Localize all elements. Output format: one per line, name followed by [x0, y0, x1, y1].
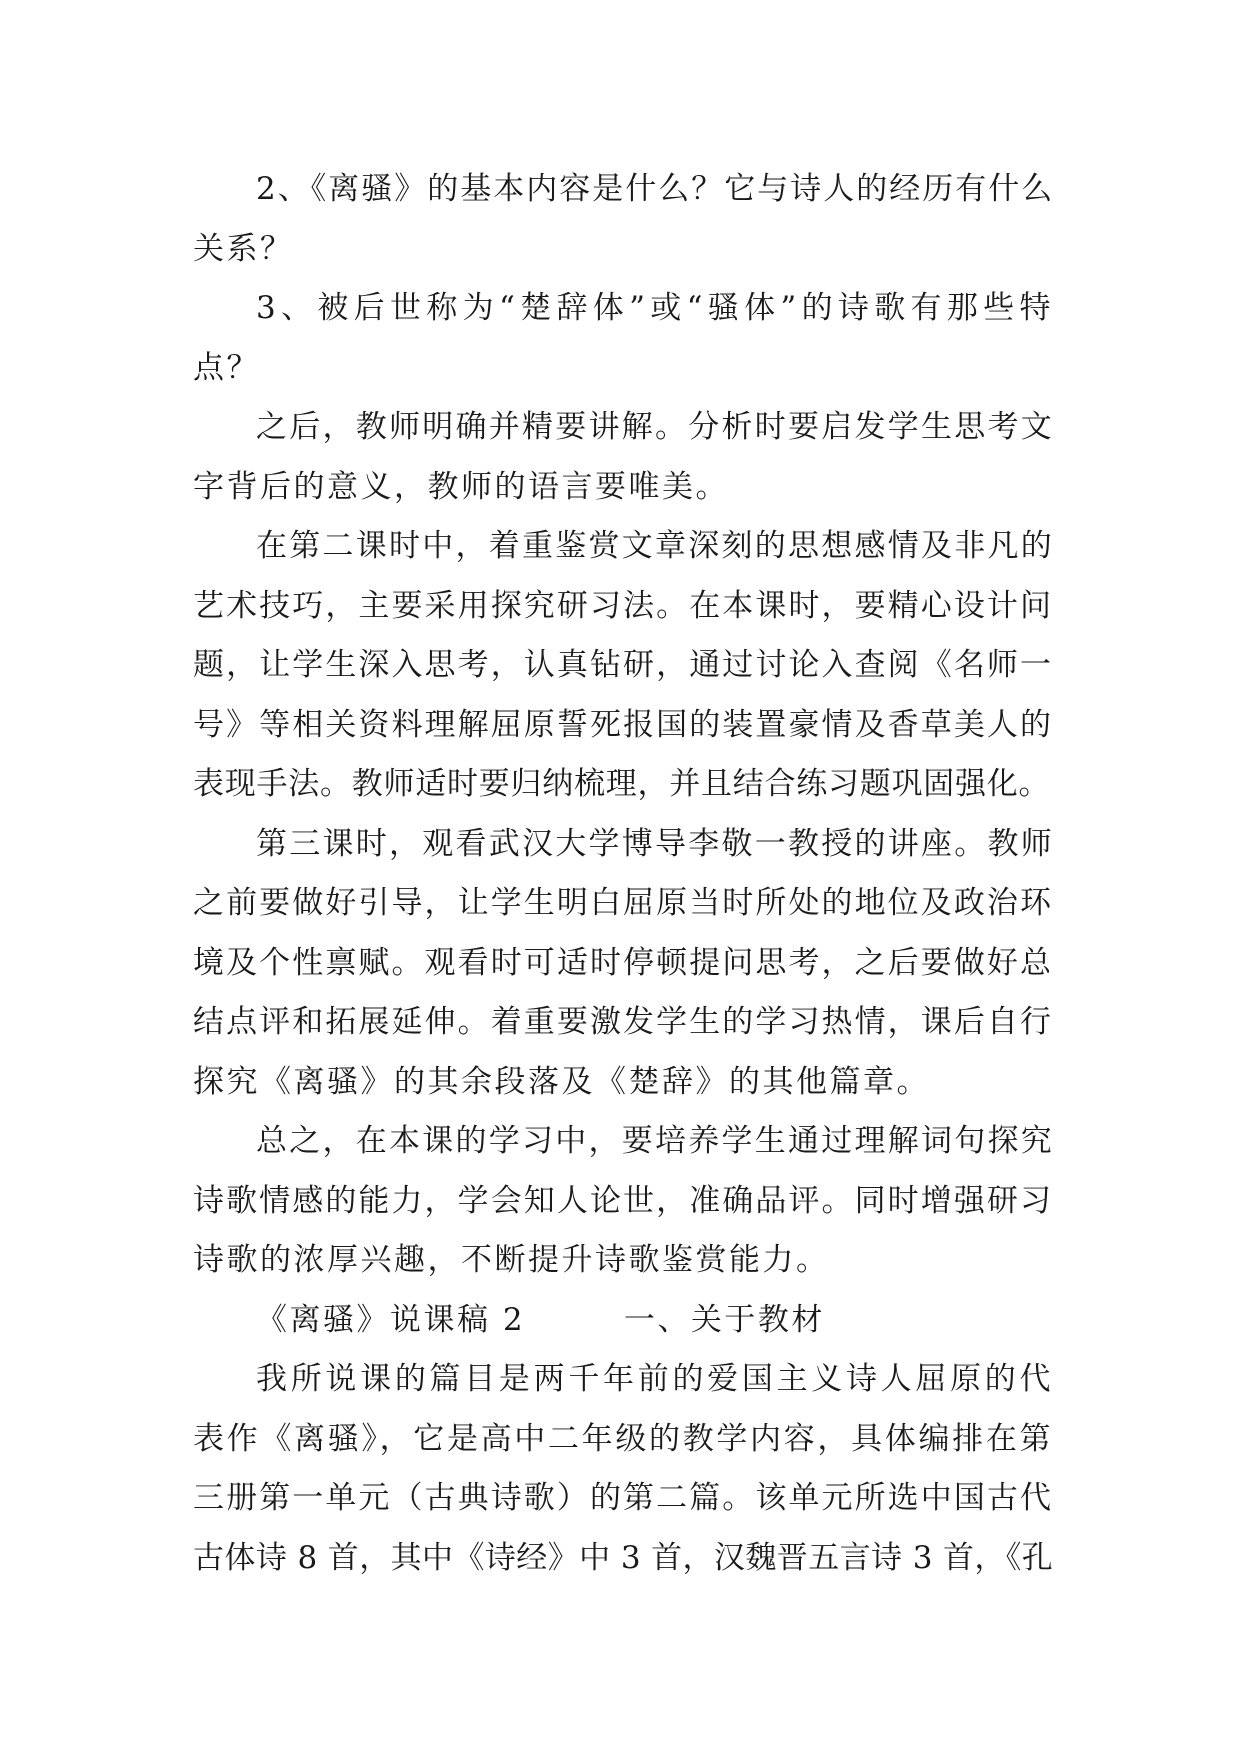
paragraph-line: 在第二课时中，着重鉴赏文章深刻的思想感情及非凡的 [256, 528, 1054, 564]
paragraph-line: 古体诗 8 首，其中《诗经》中 3 首，汉魏晋五言诗 3 首，《孔 [193, 1539, 1053, 1576]
paragraph-line: 之后，教师明确并精要讲解。分析时要启发学生思考文 [256, 409, 1054, 445]
paragraph-line: 艺术技巧，主要采用探究研习法。在本课时，要精心设计问 [193, 587, 1053, 624]
paragraph-line: 字背后的意义，教师的语言要唯美。 [193, 468, 729, 505]
paragraph-line: 2、《离骚》的基本内容是什么？它与诗人的经历有什么 [256, 171, 1055, 207]
paragraph-line: 表现手法。教师适时要归纳梳理，并且结合练习题巩固强化。 [193, 766, 1051, 802]
paragraph-line: 境及个性禀赋。观看时可适时停顿提问思考，之后要做好总 [193, 944, 1053, 981]
paragraph-line: 3、被后世称为“楚辞体”或“骚体”的诗歌有那些特 [256, 290, 1053, 326]
paragraph-line: 表作《离骚》，它是高中二年级的教学内容，具体编排在第 [193, 1420, 1053, 1457]
section-heading: 《离骚》说课稿 2 一、关于教材 [256, 1301, 825, 1338]
paragraph-line: 总之，在本课的学习中，要培养学生通过理解词句探究 [256, 1123, 1054, 1159]
paragraph-line: 诗歌情感的能力，学会知人论世，准确品评。同时增强研习 [193, 1182, 1053, 1219]
paragraph-line: 探究《离骚》的其余段落及《楚辞》的其他篇章。 [193, 1063, 930, 1100]
paragraph-line: 结点评和拓展延伸。着重要激发学生的学习热情，课后自行 [193, 1004, 1053, 1040]
paragraph-line: 点？ [193, 349, 260, 386]
paragraph-line: 号》等相关资料理解屈原誓死报国的装置豪情及香草美人的 [193, 706, 1053, 743]
paragraph-line: 诗歌的浓厚兴趣，不断提升诗歌鉴赏能力。 [193, 1242, 830, 1278]
document-body [193, 160, 1053, 1588]
paragraph-line: 我所说课的篇目是两千年前的爱国主义诗人屈原的代 [256, 1361, 1053, 1397]
paragraph-line: 关系？ [193, 230, 294, 267]
paragraph-line: 题，让学生深入思考，认真钻研，通过讨论入查阅《名师一 [193, 647, 1053, 683]
paragraph-line: 三册第一单元（古典诗歌）的第二篇。该单元所选中国古代 [193, 1480, 1053, 1516]
paragraph-line: 第三课时，观看武汉大学博导李敬一教授的讲座。教师 [256, 825, 1054, 862]
paragraph-line: 之前要做好引导，让学生明白屈原当时所处的地位及政治环 [193, 885, 1053, 921]
